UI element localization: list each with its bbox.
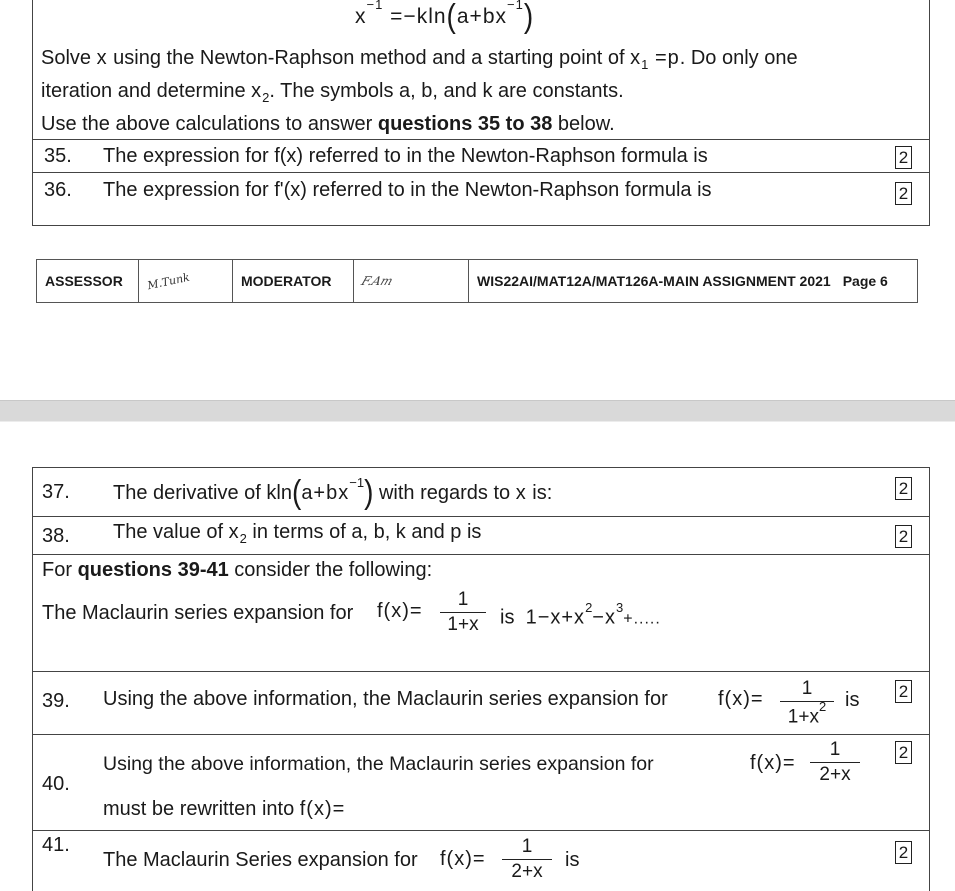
q36-marks-box: 2	[895, 182, 912, 205]
bottom-row-divider-2	[32, 554, 930, 555]
q41-fraction: 1 2+x	[502, 836, 552, 883]
q40-text-line-1: Using the above information, the Maclaurin series expansion for	[103, 753, 654, 775]
q40-fx: f(x)=	[750, 752, 796, 774]
bottom-row-divider-5	[32, 830, 930, 831]
q35-marks-box: 2	[895, 146, 912, 169]
page-separator	[0, 400, 955, 422]
q41-marks-box: 2	[895, 841, 912, 864]
top-frame-right	[929, 0, 930, 226]
top-row-divider-1	[32, 139, 930, 140]
q37-number: 37.	[42, 481, 70, 503]
q39-text: Using the above information, the Maclaurin series expansion for	[103, 688, 668, 710]
bottom-frame-left	[32, 467, 33, 891]
q35-text: The expression for f(x) referred to in the Newton-Raphson formula is	[103, 145, 708, 167]
q40-number: 40.	[42, 773, 70, 795]
q36-text: The expression for f'(x) referred to in the Newton-Raphson formula is	[103, 179, 712, 201]
q41-text: The Maclaurin Series expansion for	[103, 849, 418, 871]
q39-number: 39.	[42, 690, 70, 712]
top-frame-bottom	[32, 225, 930, 226]
q40-marks-box: 2	[895, 741, 912, 764]
instruction-line-3: Use the above calculations to answer questions 35 to 38 below.	[41, 113, 615, 135]
context-series: is $1-x+x^2-x^3+$.....	[500, 600, 661, 629]
q40-fraction: 1 2+x	[810, 739, 860, 786]
assignment-footer	[468, 259, 918, 303]
moderator-label: MODERATOR	[232, 259, 354, 303]
page-number: Page 6	[842, 273, 888, 289]
q38-text: The value of $x_2$ in terms of a, b, k and p is	[113, 521, 482, 546]
assessor-label: ASSESSOR	[36, 259, 139, 303]
q39-fraction: 1 $1+x^2$	[780, 678, 834, 728]
q40-text-line-2: must be rewritten into f(x)=	[103, 798, 346, 820]
bottom-row-divider-3	[32, 671, 930, 672]
q41-is: is	[565, 849, 580, 871]
q41-fx: f(x)=	[440, 848, 486, 870]
top-row-divider-2	[32, 172, 930, 173]
bottom-row-divider-1	[32, 516, 930, 517]
q38-number: 38.	[42, 525, 70, 547]
context-line-2-label: The Maclaurin series expansion for	[42, 602, 354, 624]
q37-text: The derivative of $kln(a+bx^{-1})$ with regards to x is:	[113, 472, 553, 510]
q36-number: 36.	[44, 179, 72, 201]
q39-marks-box: 2	[895, 680, 912, 703]
instruction-line-1: Solve x using the Newton-Raphson method and a starting point of $x_1 =p$. Do only one	[41, 47, 798, 72]
assessor-signature: M.Tunk	[138, 259, 233, 303]
q35-number: 35.	[44, 145, 72, 167]
moderator-signature: F.Am	[353, 259, 469, 303]
bottom-row-divider-4	[32, 734, 930, 735]
context-fraction: 1 1+x	[440, 589, 486, 636]
context-line-1: For questions 39-41 consider the following:	[42, 559, 433, 581]
assignment-code: WIS22AI/MAT12A/MAT126A-MAIN ASSIGNMENT 2021	[477, 273, 831, 289]
bottom-frame-top	[32, 467, 930, 468]
newton-equation: $x^{-1} =-kln(a+bx^{-1})$	[355, 0, 535, 34]
q41-number: 41.	[42, 834, 70, 856]
q39-fx: f(x)=	[718, 688, 764, 710]
instruction-line-2: iteration and determine $x_2$. The symbols a, b, and k are constants.	[41, 80, 624, 105]
bottom-frame-right	[929, 467, 930, 891]
context-fx: f(x)=	[377, 600, 423, 622]
q38-marks-box: 2	[895, 525, 912, 548]
top-frame-left	[32, 0, 33, 226]
q37-marks-box: 2	[895, 477, 912, 500]
q39-is: is	[845, 689, 860, 711]
